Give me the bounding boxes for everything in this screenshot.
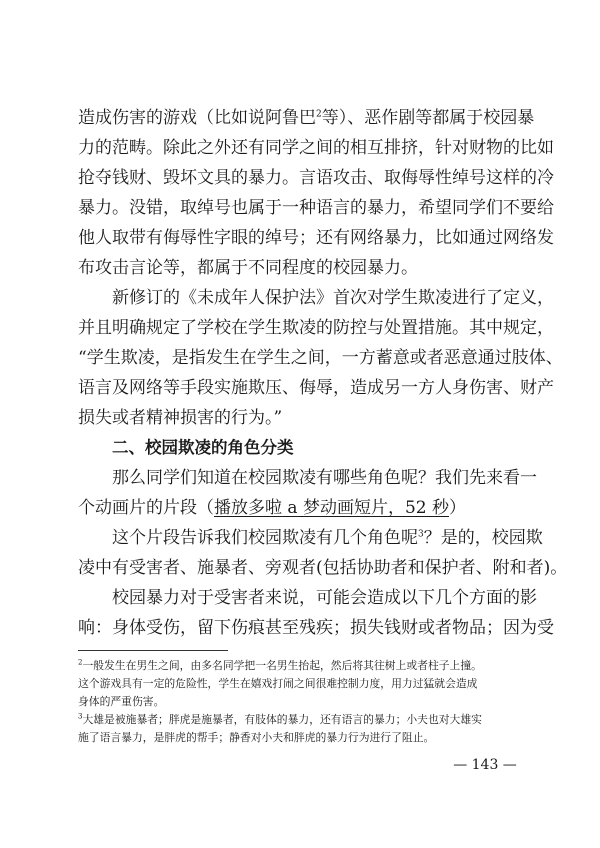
paragraph-1-line-5: 他人取带有侮辱性字眼的绰号；还有网络暴力，比如通过网络发: [78, 228, 554, 248]
paragraph-2-line-2: 并且明确规定了学校在学生欺凌的防控与处置措施。其中规定，: [78, 318, 554, 338]
footnote-divider: [78, 650, 228, 651]
footnote-3-line-2: 施了语言暴力，是胖虎的帮手；静香对小夫和胖虎的暴力行为进行了阻止。: [78, 731, 435, 744]
paragraph-1-line-2: 力的范畴。除此之外还有同学之间的相互排挤，针对财物的比如: [78, 138, 554, 158]
footnote-2-marker: 2: [78, 658, 83, 667]
paragraph-2-line-3: “学生欺凌，是指发生在学生之间，一方蓄意或者恶意通过肢体、: [78, 348, 563, 368]
footnotes: [78, 657, 524, 747]
paragraph-3-line-1: 那么同学们知道在校园欺凌有哪些角色呢？我们先来看一: [112, 468, 537, 488]
paragraph-1-line-4: 暴力。没错，取绰号也属于一种语言的暴力，希望同学们不要给: [78, 198, 554, 218]
page-number: — 143 —: [453, 757, 517, 773]
paragraph-4-line-2: 凌中有受害者、施暴者、旁观者(包括协助者和保护者、附和者)。: [78, 558, 568, 578]
body-text: [78, 103, 568, 643]
footnote-3-line-1: $^3$大雄是被施暴者；胖虎是施暴者，有肢体的暴力，还有语言的暴力；小夫也对大雄实: [78, 712, 482, 726]
footnote-ref-2[interactable]: 2: [316, 109, 322, 120]
paragraph-1-line-6: 布攻击言论等，都属于不同程度的校园暴力。: [78, 258, 418, 278]
paragraph-2-line-1: 新修订的《未成年人保护法》首次对学生欺凌进行了定义，: [112, 288, 554, 308]
footnote-ref-3[interactable]: 3: [418, 529, 424, 540]
paragraph-5-line-2: 响：身体受伤，留下伤痕甚至残疾；损失钱财或者物品；因为受: [78, 618, 554, 638]
video-instruction: 播放多啦 a 梦动画短片，52 秒: [214, 498, 449, 518]
footnote-3-marker: 3: [78, 712, 83, 721]
paragraph-5-line-1: 校园暴力对于受害者来说，可能会造成以下几个方面的影: [112, 588, 537, 608]
footnote-2-line-3: 身体的严重伤害。: [78, 695, 165, 708]
section-heading: 二、校园欺凌的角色分类: [112, 438, 294, 457]
footnote-2-line-2: 这个游戏具有一定的危险性，学生在嬉戏打闹之间很难控制力度，用力过猛就会造成: [78, 677, 478, 690]
paragraph-1-line-3: 抢夺钱财、毁坏文具的暴力。言语攻击、取侮辱性绰号这样的冷: [78, 168, 554, 188]
footnote-2-line-1: $^2$一般发生在男生之间，由多名同学把一名男生抬起，然后将其往树上或者柱子上撞。: [78, 658, 482, 672]
paragraph-3-line-2: 个动画片的片段（播放多啦 a 梦动画短片，52 秒）: [78, 498, 466, 518]
paragraph-4-line-1: 这个片段告诉我们校园欺凌有几个角色呢$^3$？是的，校园欺: [112, 528, 543, 548]
paragraph-2-line-5: 损失或者精神损害的行为。”: [78, 408, 283, 428]
paragraph-1-line-1: 造成伤害的游戏（比如说阿鲁巴$^2$等）、恶作剧等都属于校园暴: [78, 108, 535, 128]
paragraph-2-line-4: 语言及网络等手段实施欺压、侮辱，造成另一方人身伤害、财产: [78, 378, 554, 398]
